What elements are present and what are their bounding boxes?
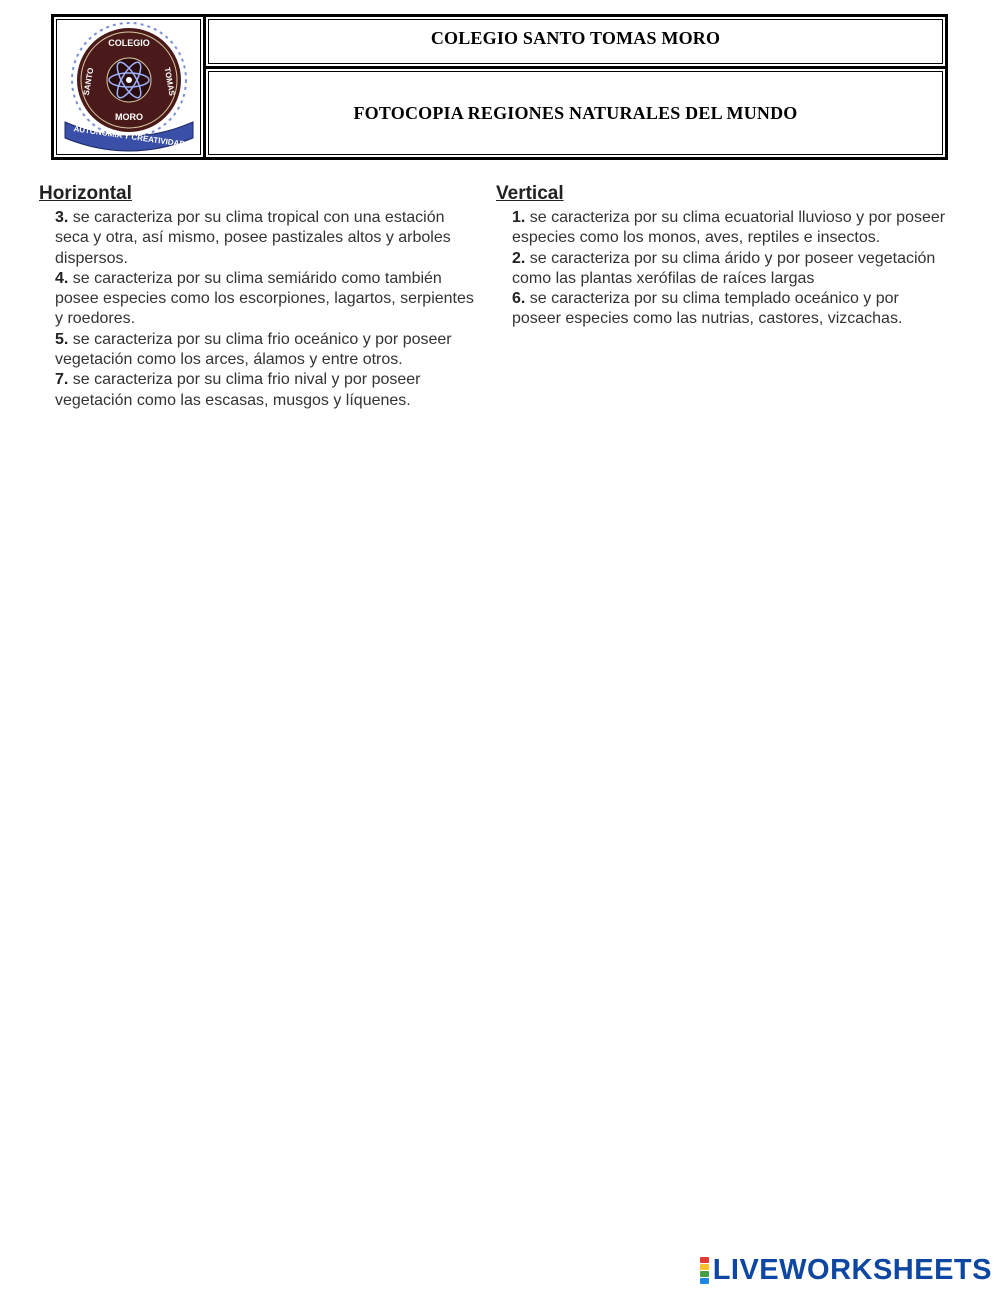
vertical-clue-1 [512,208,946,249]
horizontal-clue-list [39,208,479,411]
crest-right-text: TOMAS [162,66,176,97]
horizontal-clue-7 [55,370,479,411]
badge-block-i [700,1264,709,1270]
logo-cell [54,17,206,157]
vertical-heading: Vertical [496,183,564,204]
liveworksheets-brand-text: LIVEWORKSHEETS [712,1254,992,1286]
badge-block-v [700,1271,709,1277]
school-name-row [206,17,945,69]
clue-text: se caracteriza por su clima ecuatorial lluvioso y por poseer especies como los monos, aves, reptiles e insectos. [512,209,946,247]
clue-number: 6. [512,290,526,308]
clue-number: 2. [512,249,526,267]
crest-left-text: SANTO [81,67,95,97]
vertical-clue-6 [512,289,946,330]
crest-bottom-text: MORO [114,112,143,122]
crest-top-text: COLEGIO [107,38,150,48]
vertical-column [496,182,946,330]
clue-number: 5. [55,330,69,348]
document-title: FOTOCOPIA REGIONES NATURALES DEL MUNDO [353,102,798,123]
crest-ribbon-text: AUTONOMIA Y CREATIVIDAD [72,124,186,149]
clue-text: se caracteriza por su clima frio oceánico y por poseer vegetación como los arces, álamos y entre otros. [55,330,452,369]
clue-number: 1. [512,209,526,226]
horizontal-heading: Horizontal [39,183,132,204]
clue-number: 3. [55,209,69,226]
vertical-clue-list [496,208,946,330]
school-crest-icon [59,22,199,152]
document-title-row [206,69,945,157]
clue-text: se caracteriza por su clima frio nival y por poseer vegetación como las escasas, musgos y líquenes. [55,371,421,409]
liveworksheets-logo[interactable] [700,1256,992,1285]
horizontal-clue-5 [55,330,479,371]
clue-number: 4. [55,269,69,287]
horizontal-clue-3 [55,208,479,269]
clue-text: se caracteriza por su clima tropical con una estación seca y otra, así mismo, posee pastizales altos y arboles dispersos. [55,209,451,267]
clue-text: se caracteriza por su clima semiárido como también posee especies como los escorpiones, lagartos, serpientes y roedores. [55,269,474,328]
clue-text: se caracteriza por su clima templado oceánico y por poseer especies como las nutrias, castores, vizcachas. [512,290,903,328]
clue-number: 7. [55,371,69,389]
title-column [206,17,945,157]
liveworksheets-badge-icon [700,1257,709,1284]
clue-text: se caracteriza por su clima árido y por poseer vegetación como las plantas xerófilas de raíces largas [512,249,936,287]
badge-block-e [700,1278,709,1284]
badge-block-l [700,1257,709,1263]
school-name: COLEGIO SANTO TOMAS MORO [430,28,721,48]
vertical-clue-2 [512,249,946,290]
horizontal-column [39,182,479,411]
horizontal-clue-4 [55,269,479,330]
header-table [51,14,948,160]
